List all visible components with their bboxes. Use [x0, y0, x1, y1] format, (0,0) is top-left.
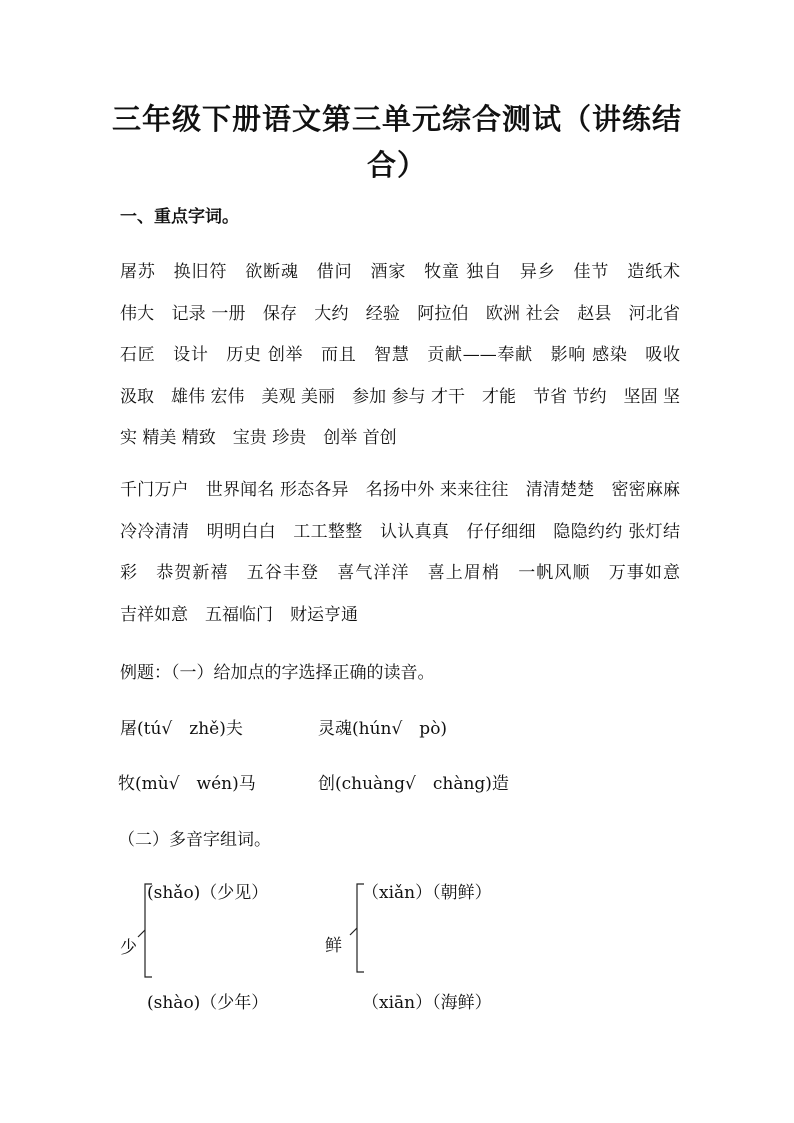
polyphone-2-bottom: （xiān）（海鲜） [362, 993, 492, 1013]
page-title: 三年级下册语文第三单元综合测试（讲练结合） [111, 102, 682, 182]
example-row2-left: 牧(mù√ wén)马 [118, 774, 256, 794]
polyphone-1-top: (shǎo)（少见） [147, 883, 269, 903]
polyphone-1-bottom: (shào)（少年） [147, 993, 269, 1013]
example-row1-right: 灵魂(hún√ pò) [318, 719, 448, 739]
polyphone-1-char: 少 [120, 938, 137, 958]
example-row1-left: 屠(tú√ zhě)夫 [120, 719, 243, 739]
idiom-list: 千门万户 世界闻名 形态各异 名扬中外 来来往往 清清楚楚 密密麻麻 冷冷清清 明明白白 工工整整 认认真真 仔仔细细 隐隐约约 张灯结彩 恭贺新禧 五谷丰登 喜气洋洋 喜上眉梢 一帆风顺 万事如意 吉祥如意 五福临门 财运亨通 [120, 480, 697, 625]
polyphone-heading: （二）多音字组词。 [118, 830, 271, 850]
example-heading: 例题：（一）给加点的字选择正确的读音。 [120, 663, 435, 683]
vocab-list: 屠苏 换旧符 欲断魂 借问 酒家 牧童 独自 异乡 佳节 造纸术 伟大 记录 一册 保存 大约 经验 阿拉伯 欧洲 社会 赵县 河北省 石匠 设计 历史 创举 而且 智慧 贡献——奉献 影响 感染 吸收 汲取 雄伟 宏伟 美观 美丽 参加 参与 才干 才能 节省 节约 坚固 坚实 精美 精致 宝贵 珍贵 创举 首创 [120, 262, 697, 448]
example-row2-right: 创(chuàng√ chàng)造 [318, 774, 509, 794]
polyphone-2-top: （xiǎn）（朝鲜） [362, 883, 492, 903]
section-heading: 一、重点字词。 [120, 207, 239, 227]
polyphone-2-char: 鲜 [325, 936, 342, 956]
